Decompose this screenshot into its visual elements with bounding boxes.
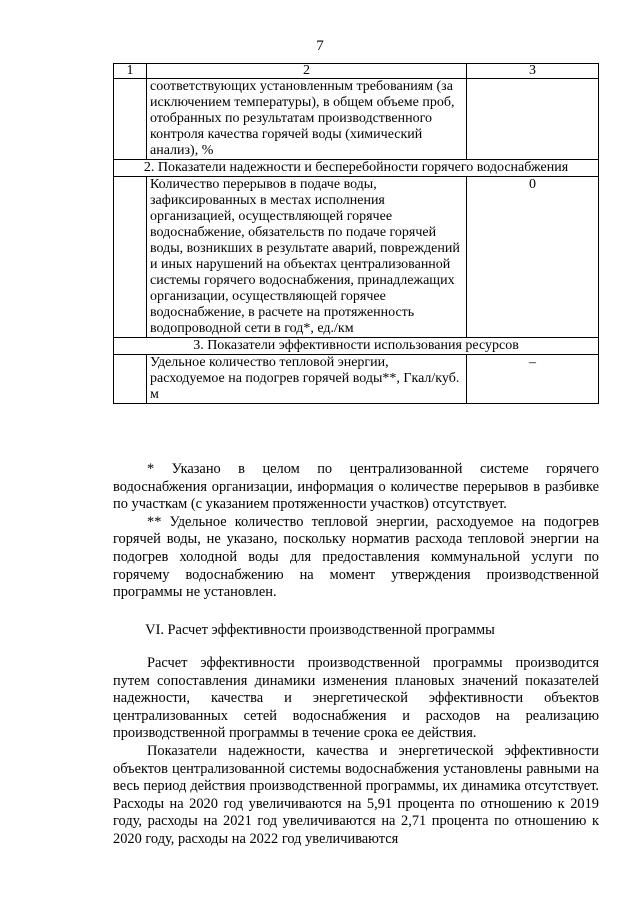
section-heading: VI. Расчет эффективности производственной программы [145, 622, 495, 638]
paragraph-2: Показатели надежности, качества и энергетической эффективности объектов централизованной системы водоснабжения установлены равными на весь период действия производственной программы, их динамика отсутствует. Расходы на 2020 год увеличиваются на 5,91 процента по отношению к 2019 году, расходы на 2021 год увеличиваются на 2,71 процента по отношению к 2020 году, расходы на 2022 год увеличиваются [113, 742, 599, 847]
row-number-cell [114, 177, 147, 338]
section-title: 2. Показатели надежности и бесперебойности горячего водоснабжения [114, 160, 599, 177]
indicator-name-cell: Удельное количество тепловой энергии, расходуемое на подогрев горячей воды**, Гкал/куб. м [147, 355, 467, 404]
footnote-2: ** Удельное количество тепловой энергии, расходуемое на подогрев горячей воды, не указано, поскольку норматив расхода тепловой энергии на подогрев холодной воды для предоставления коммунальной услуги по горячему водоснабжению на момент утверждения производственной программы не установлен. [113, 513, 599, 601]
section-body [113, 655, 599, 849]
section-row-efficiency [114, 338, 599, 355]
indicator-value-cell: – [467, 355, 599, 404]
row-number-cell [114, 79, 147, 160]
indicator-value-cell [467, 79, 599, 160]
page-number: 7 [316, 38, 324, 54]
table-row [114, 79, 599, 160]
section-row-reliability [114, 160, 599, 177]
table-row [114, 177, 599, 338]
indicator-value-cell: 0 [467, 177, 599, 338]
indicator-name-cell: Количество перерывов в подаче воды, зафиксированных в местах исполнения организацией, осуществляющей горячее водоснабжение, обязательств по подаче горячей воды, возникших в результате аварий, повреждений и иных нарушений на объектах централизованной системы горячего водоснабжения, принадлежащих организации, осуществляющей горячее водоснабжение, в расчете на протяженность водопроводной сети в год*, ед./км [147, 177, 467, 338]
header-col-2: 2 [147, 64, 467, 79]
indicator-name-cell: соответствующих установленным требованиям (за исключением температуры), в общем объеме проб, отобранных по результатам производственного контроля качества горячей воды (химический анализ), % [147, 79, 467, 160]
paragraph-1: Расчет эффективности производственной программы производится путем сопоставления динамики изменения плановых значений показателей надежности, качества и энергетической эффективности объектов централизованных сетей водоснабжения и расходов на реализацию производственной программы в течение срока ее действия. [113, 655, 599, 742]
footnote-1: * Указано в целом по централизованной системе горячего водоснабжения организации, информация о количестве перерывов в разбивке по участкам (с указанием протяженности участков) отсутствует. [113, 461, 599, 513]
table-header-row [114, 64, 599, 79]
footnotes [113, 461, 599, 602]
table-row [114, 355, 599, 404]
header-col-1: 1 [114, 64, 147, 79]
indicators-table [113, 63, 599, 404]
row-number-cell [114, 355, 147, 404]
section-title: 3. Показатели эффективности использования ресурсов [114, 338, 599, 355]
header-col-3: 3 [467, 64, 599, 79]
